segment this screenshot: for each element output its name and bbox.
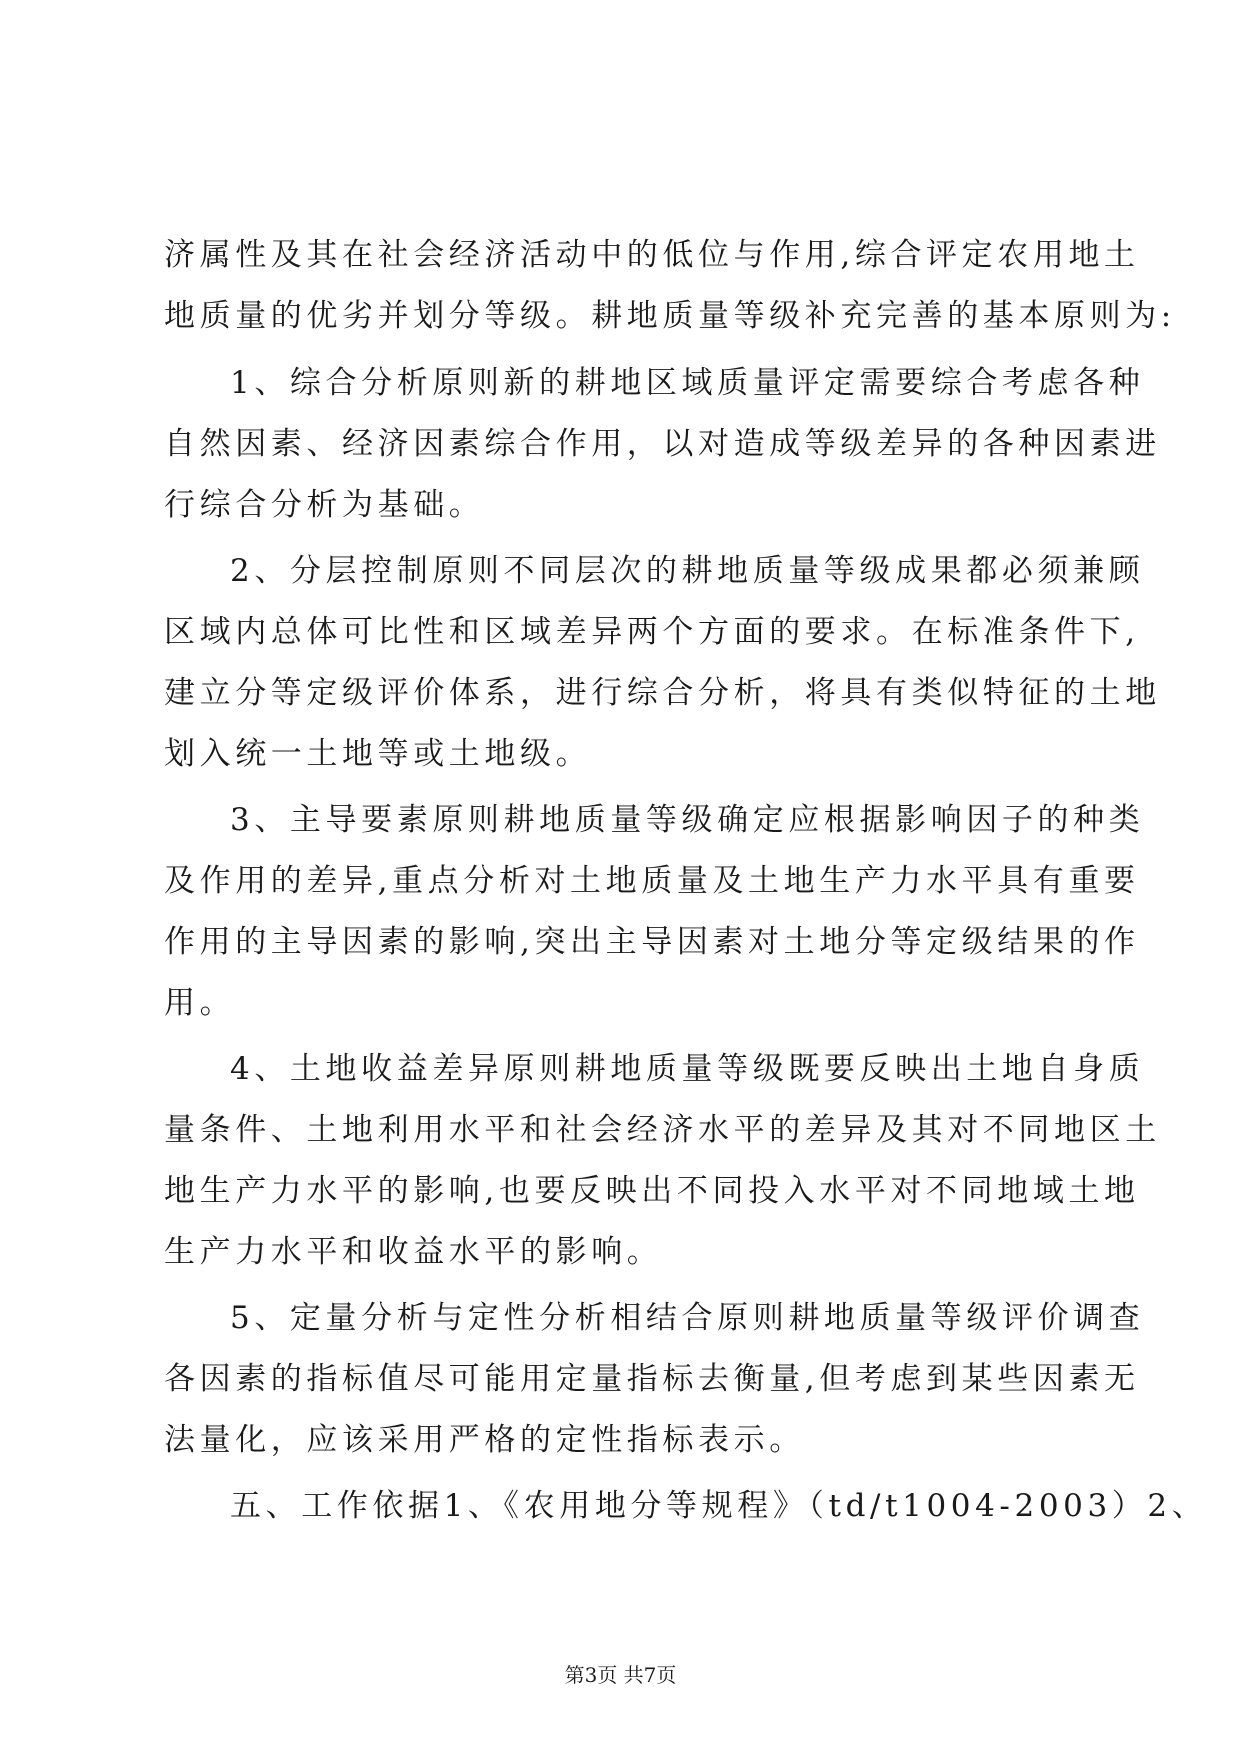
text-line: 建立分等定级评价体系，进行综合分析，将具有类似特征的土地 (164, 675, 1161, 711)
text-line: 济属性及其在社会经济活动中的低位与作用,综合评定农用地土 (164, 237, 1140, 273)
paragraph-1-start: 1、综合分析原则新的耕地区域质量评定需要综合考虑各种 (230, 365, 1145, 401)
page-footer: 第3页 共7页 (564, 1663, 677, 1687)
text-line: 划入统一土地等或土地级。 (164, 736, 592, 772)
text-line: 用。 (164, 985, 236, 1021)
section-five-heading: 五、工作依据1、《农用地分等规程》（td/t1004-2003）2、 (230, 1488, 1208, 1524)
text-line: 地质量的优劣并划分等级。耕地质量等级补充完善的基本原则为: (164, 298, 1176, 334)
text-line: 及作用的差异,重点分析对土地质量及土地生产力水平具有重要 (164, 863, 1140, 899)
paragraph-5-start: 5、定量分析与定性分析相结合原则耕地质量等级评价调查 (230, 1300, 1145, 1336)
paragraph-2-start: 2、分层控制原则不同层次的耕地质量等级成果都必须兼顾 (230, 553, 1145, 589)
paragraph-4-start: 4、土地收益差异原则耕地质量等级既要反映出土地自身质 (230, 1051, 1145, 1087)
paragraph-3-start: 3、主导要素原则耕地质量等级确定应根据影响因子的种类 (230, 802, 1145, 838)
text-line: 法量化，应该采用严格的定性指标表示。 (164, 1422, 805, 1458)
text-line: 区域内总体可比性和区域差异两个方面的要求。在标准条件下, (164, 614, 1140, 650)
text-line: 量条件、土地利用水平和社会经济水平的差异及其对不同地区土 (164, 1112, 1161, 1148)
text-line: 地生产力水平的影响,也要反映出不同投入水平对不同地域土地 (164, 1173, 1140, 1209)
text-line: 自然因素、经济因素综合作用，以对造成等级差异的各种因素进 (164, 426, 1161, 462)
text-line: 各因素的指标值尽可能用定量指标去衡量,但考虑到某些因素无 (164, 1361, 1140, 1397)
text-line: 作用的主导因素的影响,突出主导因素对土地分等定级结果的作 (164, 924, 1140, 960)
text-line: 行综合分析为基础。 (164, 487, 485, 523)
text-line: 生产力水平和收益水平的影响。 (164, 1234, 663, 1270)
